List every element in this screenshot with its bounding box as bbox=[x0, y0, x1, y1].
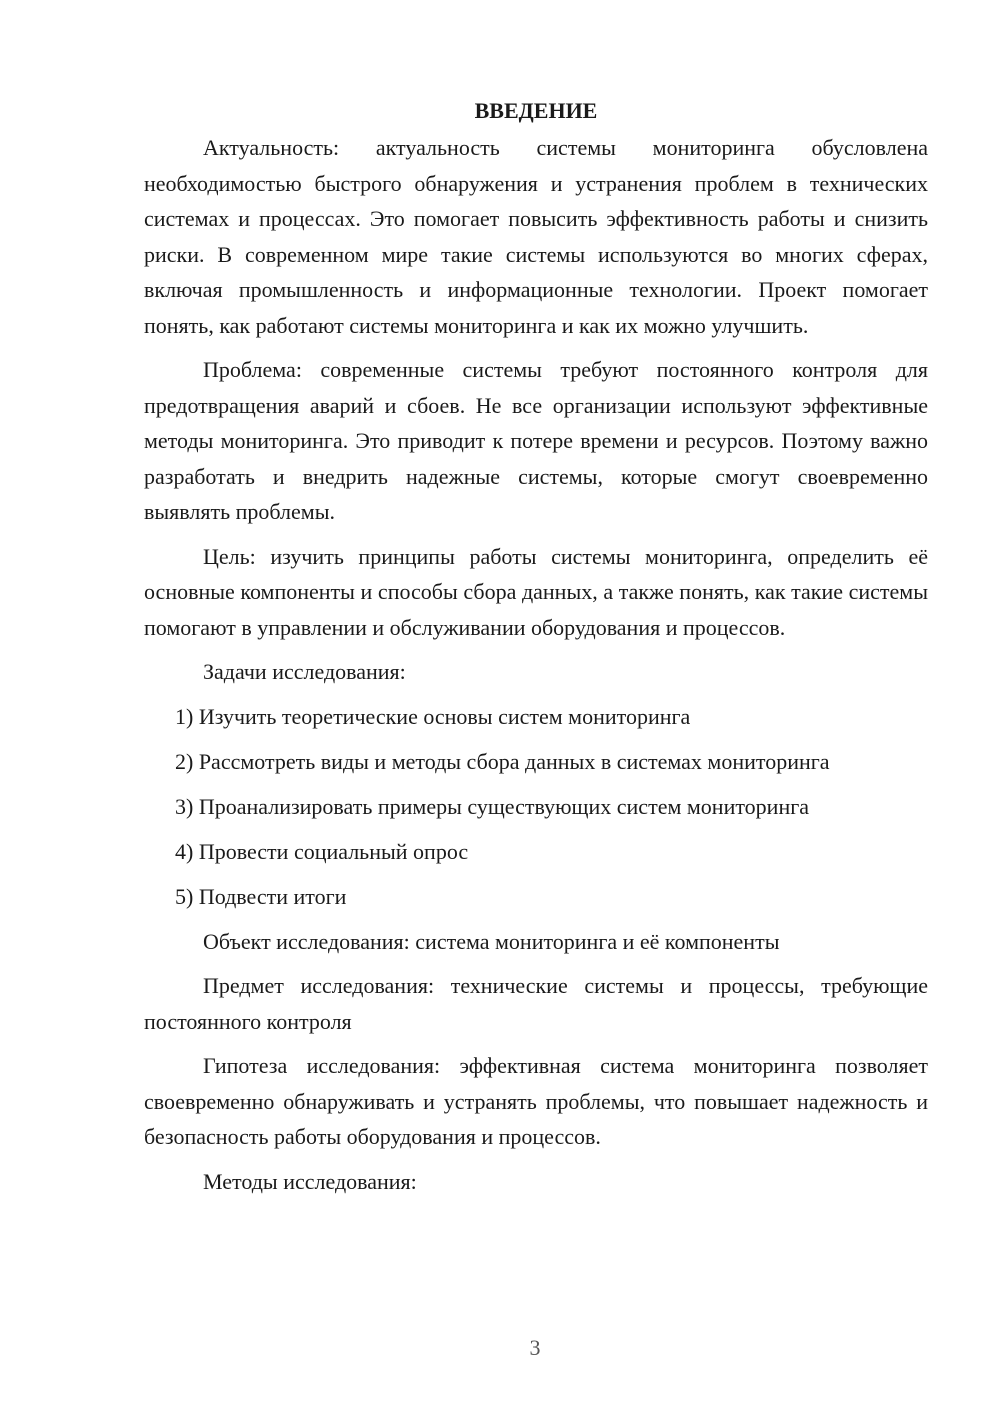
list-item: 1) Изучить теоретические основы систем мониторинга bbox=[175, 703, 691, 729]
relevance-paragraph: Актуальность: актуальность системы мониторинга обусловлена необходимостью быстрого обнаружения и устранения проблем в технических системах и процессах. Это помогает повысить эффективность работы и снизить риски. В современном мире такие системы используются во многих сферах, включая промышленность и информационные технологии. Проект помогает понять, как работают системы мониторинга и как их можно улучшить. bbox=[144, 135, 928, 338]
section-heading: ВВЕДЕНИЕ bbox=[474, 98, 598, 123]
list-item: 4) Провести социальный опрос bbox=[175, 838, 469, 864]
tasks-title: Задачи исследования: bbox=[203, 659, 406, 684]
problem-paragraph: Проблема: современные системы требуют постоянного контроля для предотвращения аварий и сбоев. Не все организации используют эффективные методы мониторинга. Это приводит к потере времени и ресурсов. Поэтому важно разработать и внедрить надежные системы, которые смогут своевременно выявлять проблемы. bbox=[144, 357, 928, 524]
goal-paragraph: Цель: изучить принципы работы системы мониторинга, определить её основные компоненты и способы сбора данных, а также понять, как такие системы помогают в управлении и обслуживании оборудования и процессов. bbox=[144, 543, 928, 640]
tasks-list bbox=[144, 699, 928, 915]
hypothesis-paragraph: Гипотеза исследования: эффективная система мониторинга позволяет своевременно обнаруживать и устранять проблемы, что повышает надежность и безопасность работы оборудования и процессов. bbox=[144, 1053, 928, 1149]
methods-title: Методы исследования: bbox=[203, 1168, 417, 1194]
object-paragraph: Объект исследования: система мониторинга и её компоненты bbox=[203, 928, 780, 954]
list-item: 2) Рассмотреть виды и методы сбора данных в системах мониторинга bbox=[175, 748, 830, 774]
subject-paragraph: Предмет исследования: технические системы и процессы, требующие постоянного контроля bbox=[144, 973, 928, 1034]
list-item: 3) Проанализировать примеры существующих систем мониторинга bbox=[175, 793, 810, 819]
list-item: 5) Подвести итоги bbox=[175, 883, 347, 909]
document-page bbox=[144, 96, 928, 1208]
page-number: 3 bbox=[529, 1335, 541, 1360]
